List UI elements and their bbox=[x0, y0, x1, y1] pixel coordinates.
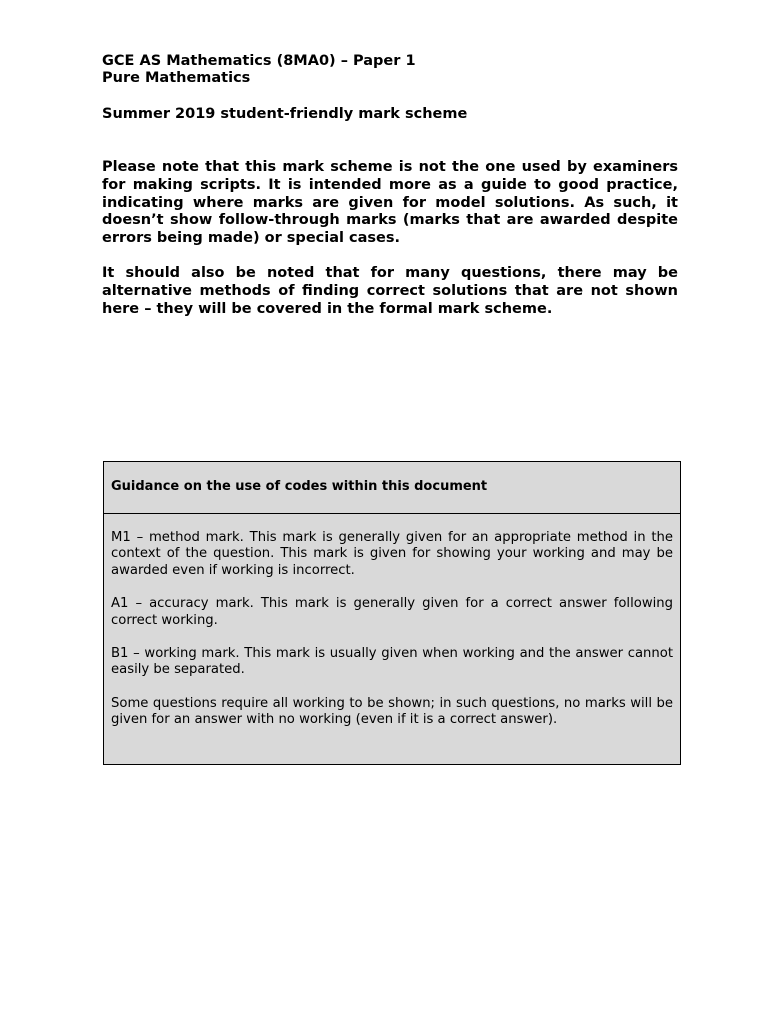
accuracy-mark-description: A1 – accuracy mark. This mark is generally given for a correct answer following correct working. bbox=[111, 596, 673, 628]
working-required-note: Some questions require all working to be shown; in such questions, no marks will be given for an answer with no working (even if it is a correct answer). bbox=[111, 695, 673, 728]
disclaimer-paragraph: Please note that this mark scheme is not the one used by examiners for making scripts. It is intended more as a guide to good practice, indicating where marks are given for model solutions. As such, it doesn’t show follow-through marks (marks that are awarded despite errors being made) or special cases. bbox=[102, 159, 678, 247]
guidance-body bbox=[104, 514, 680, 729]
method-mark-description: M1 – method mark. This mark is generally given for an appropriate method in the context of the question. This mark is given for showing your working and may be awarded even if working is incorrect. bbox=[111, 530, 673, 578]
document-title: GCE AS Mathematics (8MA0) – Paper 1 bbox=[102, 53, 416, 69]
working-mark-description: B1 – working mark. This mark is usually given when working and the answer cannot easily be separated. bbox=[111, 646, 673, 678]
guidance-box bbox=[103, 461, 681, 765]
alternative-methods-paragraph: It should also be noted that for many questions, there may be alternative methods of finding correct solutions that are not shown here – they will be covered in the formal mark scheme. bbox=[102, 265, 678, 317]
document-subject: Pure Mathematics bbox=[102, 70, 251, 86]
guidance-header: Guidance on the use of codes within this document bbox=[104, 462, 680, 514]
document-subtitle: Summer 2019 student-friendly mark scheme bbox=[102, 106, 468, 122]
